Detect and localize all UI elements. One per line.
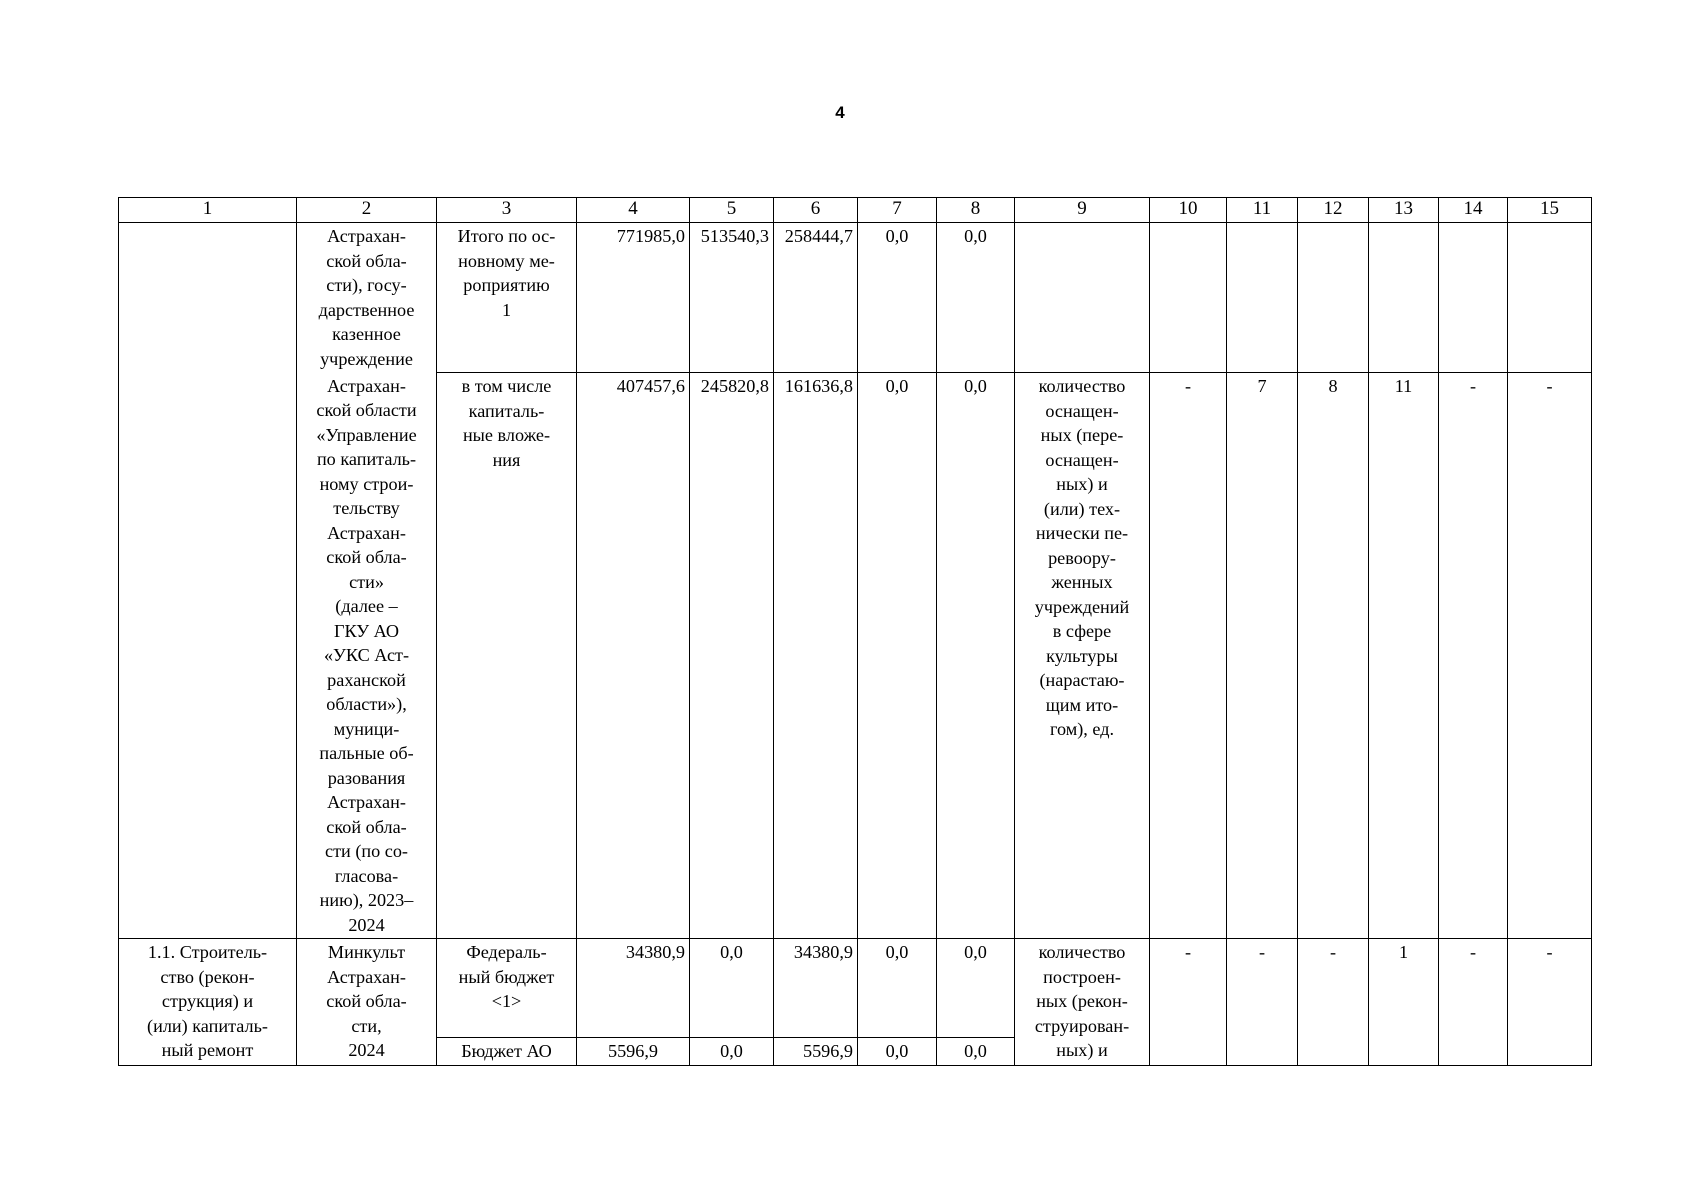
cell-value: 0,0: [858, 373, 937, 939]
cell-value: 11: [1369, 373, 1439, 939]
cell-value: 258444,7: [774, 223, 858, 373]
cell-value: -: [1227, 939, 1298, 1066]
cell-funding-source: Итого по ос- новному ме- роприятию 1: [437, 223, 577, 373]
header-cell: 10: [1150, 198, 1227, 223]
cell-value: -: [1150, 939, 1227, 1066]
table-row-1-1: [119, 939, 1592, 1038]
cell-value: [1150, 223, 1227, 373]
cell-value: [1227, 223, 1298, 373]
cell-value: 0,0: [937, 223, 1015, 373]
cell-value: -: [1439, 939, 1508, 1066]
header-cell: 9: [1015, 198, 1150, 223]
cell-funding-source: в том числе капиталь- ные вложе- ния: [437, 373, 577, 939]
header-cell: 11: [1227, 198, 1298, 223]
header-cell: 2: [297, 198, 437, 223]
cell-executor-part2: Астрахан- ской области «Управление по капиталь- ному строи- тельству Астрахан- ской обла- сти» (далее – ГКУ АО «УКС Аст- раханской области»), муници- пальные об- разования Астрахан- ской обла- сти (по со- гласова- нию), 2023– 2024: [297, 373, 437, 939]
header-cell: 5: [690, 198, 774, 223]
header-cell: 15: [1508, 198, 1592, 223]
cell-value: 0,0: [858, 939, 937, 1038]
cell-value: 407457,6: [577, 373, 690, 939]
table-row-total: [119, 223, 1592, 373]
cell-value: 5596,9: [774, 1038, 858, 1066]
cell-value: 0,0: [858, 223, 937, 373]
header-cell: 8: [937, 198, 1015, 223]
cell-value: 771985,0: [577, 223, 690, 373]
header-cell: 14: [1439, 198, 1508, 223]
cell-value: 0,0: [937, 373, 1015, 939]
cell-value: -: [1508, 939, 1592, 1066]
header-row: [119, 198, 1592, 223]
table-row-capital: [119, 373, 1592, 939]
cell-executor-part1: Астрахан- ской обла- сти), госу- дарственное казенное учреждение: [297, 223, 437, 373]
header-cell: 13: [1369, 198, 1439, 223]
cell-value: -: [1508, 373, 1592, 939]
cell-value: 7: [1227, 373, 1298, 939]
header-cell: 6: [774, 198, 858, 223]
cell-activity-name: 1.1. Строитель- ство (рекон- струкция) и (или) капиталь- ный ремонт: [119, 939, 297, 1066]
cell-value: 8: [1298, 373, 1369, 939]
cell-indicator: [1015, 223, 1150, 373]
cell-value: 0,0: [690, 1038, 774, 1066]
cell-value: [1439, 223, 1508, 373]
cell-value: 1: [1369, 939, 1439, 1066]
cell-funding-source: Бюджет АО: [437, 1038, 577, 1066]
header-cell: 4: [577, 198, 690, 223]
cell-value: 0,0: [690, 939, 774, 1038]
page-number: 4: [835, 103, 845, 122]
cell-value: 34380,9: [774, 939, 858, 1038]
cell-value: 245820,8: [690, 373, 774, 939]
header-cell: 3: [437, 198, 577, 223]
cell-value: -: [1298, 939, 1369, 1066]
cell-value: [1508, 223, 1592, 373]
cell-value: 34380,9: [577, 939, 690, 1038]
cell-value: [1298, 223, 1369, 373]
header-cell: 1: [119, 198, 297, 223]
cell-value: 0,0: [937, 1038, 1015, 1066]
cell-executor: Минкульт Астрахан- ской обла- сти, 2024: [297, 939, 437, 1066]
cell-value: 5596,9: [577, 1038, 690, 1066]
cell-value: 0,0: [937, 939, 1015, 1038]
header-cell: 7: [858, 198, 937, 223]
cell-empty: [119, 223, 297, 939]
cell-value: -: [1150, 373, 1227, 939]
cell-value: 161636,8: [774, 373, 858, 939]
cell-funding-source: Федераль- ный бюджет <1>: [437, 939, 577, 1038]
header-cell: 12: [1298, 198, 1369, 223]
cell-value: 0,0: [858, 1038, 937, 1066]
cell-value: -: [1439, 373, 1508, 939]
cell-indicator: количество построен- ных (рекон- струирован- ных) и: [1015, 939, 1150, 1066]
cell-value: 513540,3: [690, 223, 774, 373]
cell-indicator: количество оснащен- ных (пере- оснащен- ных) и (или) тех- нически пе- ревоору- женных учреждений в сфере культуры (нарастаю- щим ито- гом), ед.: [1015, 373, 1150, 939]
budget-table: [118, 197, 1592, 1066]
cell-value: [1369, 223, 1439, 373]
